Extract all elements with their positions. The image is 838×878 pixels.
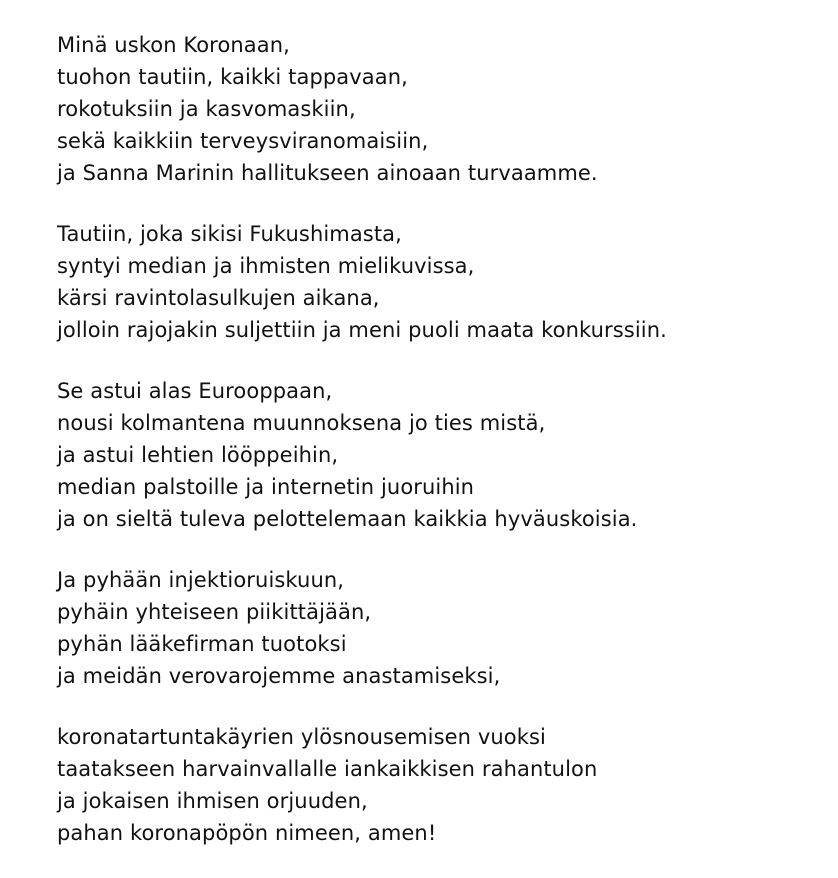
- stanza-2: [57, 218, 827, 346]
- poem-line: sekä kaikkiin terveysviranomaisiin,: [57, 129, 429, 153]
- poem-line: Ja pyhään injektioruiskuun,: [57, 568, 345, 592]
- poem-line: tuohon tautiin, kaikki tappavaan,: [57, 65, 408, 89]
- poem-line: pyhän lääkefirman tuotoksi: [57, 632, 347, 656]
- poem-line: kärsi ravintolasulkujen aikana,: [57, 286, 380, 310]
- poem-line: syntyi median ja ihmisten mielikuvissa,: [57, 254, 475, 278]
- poem-line: ja meidän verovarojemme anastamiseksi,: [57, 664, 501, 688]
- poem-line: Minä uskon Koronaan,: [57, 33, 290, 57]
- poem-line: ja Sanna Marinin hallitukseen ainoaan turvaamme.: [57, 161, 598, 185]
- stanza-5: [57, 721, 827, 849]
- stanza-4: [57, 564, 827, 692]
- poem-line: Se astui alas Eurooppaan,: [57, 379, 333, 403]
- poem-line: rokotuksiin ja kasvomaskiin,: [57, 97, 356, 121]
- poem-line: jolloin rajojakin suljettiin ja meni puoli maata konkurssiin.: [57, 318, 667, 342]
- poem-line: taatakseen harvainvallalle iankaikkisen rahantulon: [57, 757, 598, 781]
- poem-line: nousi kolmantena muunnoksena jo ties mistä,: [57, 411, 546, 435]
- poem-line: koronatartuntakäyrien ylösnousemisen vuoksi: [57, 725, 546, 749]
- poem-line: ja on sieltä tuleva pelottelemaan kaikkia hyväuskoisia.: [57, 507, 638, 531]
- poem-line: median palstoille ja internetin juoruihin: [57, 475, 475, 499]
- stanza-1: [57, 29, 827, 189]
- poem-line: ja astui lehtien lööppeihin,: [57, 443, 339, 467]
- poem-line: pyhäin yhteiseen piikittäjään,: [57, 600, 372, 624]
- poem-line: ja jokaisen ihmisen orjuuden,: [57, 789, 368, 813]
- stanza-3: [57, 375, 827, 535]
- poem-text: [57, 29, 827, 878]
- poem-line: Tautiin, joka sikisi Fukushimasta,: [57, 222, 402, 246]
- poem-line: pahan koronapöpön nimeen, amen!: [57, 821, 437, 845]
